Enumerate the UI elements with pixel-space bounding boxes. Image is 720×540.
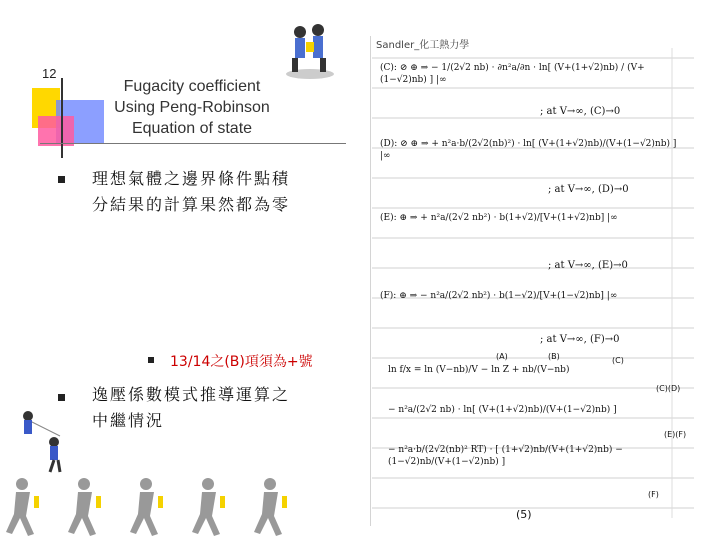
bullet-square-icon	[58, 394, 65, 401]
handwritten-row: − n²a·b/(2√2(nb)² RT) · [ (1+√2)nb/(V+(1+√2)nb) − (1−√2)nb/(V+(1−√2)nb) ]	[388, 445, 623, 467]
handwritten-row: − n²a/(2√2 nb) · ln[ (V+(1+√2)nb)/(V+(1−√2)nb) ]	[388, 405, 617, 415]
title-line-2: Using Peng-Robinson	[114, 99, 270, 116]
title-underline	[40, 143, 346, 144]
handwritten-row	[380, 138, 680, 162]
slide-title	[96, 76, 288, 139]
bullet-3-line-1: 逸壓係數模式推導運算之	[92, 385, 291, 404]
notebook-header: Sandler_化工熱力學	[376, 40, 470, 51]
margin-tag: (E)(F)	[664, 430, 687, 439]
handwritten-row: ; at V→∞, (D)→0	[548, 184, 629, 195]
handwritten-row: ; at V→∞, (E)→0	[548, 260, 628, 271]
runners-clipart	[0, 476, 310, 540]
margin-tag: (C)(D)	[656, 384, 681, 393]
handwritten-row	[380, 212, 680, 224]
row-label: (F):	[380, 291, 397, 301]
bullet-text-2: 13/14之(B)項須為+號	[170, 354, 313, 370]
bullet-1-line-2: 分結果的計算果然都為零	[92, 195, 291, 214]
handwritten-row	[380, 290, 680, 302]
margin-tag: (B)	[548, 352, 560, 361]
handwritten-row: ln f/x = ln (V−nb)/V − ln Z + nb/(V−nb)	[388, 365, 570, 375]
title-line-3: Equation of state	[131, 120, 253, 137]
row-label: (E):	[380, 213, 397, 223]
row-label: (C):	[380, 63, 397, 73]
margin-tag: (C)	[612, 356, 624, 365]
climbers-clipart	[14, 406, 70, 476]
handwritten-row	[380, 62, 680, 86]
decor-vertical-line	[61, 78, 63, 158]
margin-tag: (A)	[496, 352, 508, 361]
row-expr: ⊕ ⇒ + n²a/(2√2 nb²) · b(1+√2)/[V+(1+√2)nb] |∞	[399, 213, 618, 223]
row-expr: ⊘ ⊕ ⇒ + n²a·b/(2√2(nb)²) · ln[ (V+(1+√2)nb)/(V+(1−√2)nb) ] |∞	[380, 139, 677, 161]
page-mark: (5)	[516, 508, 532, 521]
handwritten-row: ; at V→∞, (C)→0	[540, 106, 621, 117]
row-label: (D):	[380, 139, 398, 149]
bullet-square-icon	[58, 176, 65, 183]
decor-pink-square	[38, 116, 74, 146]
title-line-1: Fugacity coefficient	[123, 78, 261, 95]
bullet-text-1	[92, 166, 290, 218]
row-expr: ⊘ ⊕ ⇒ − 1/(2√2 nb) · ∂n²a/∂n · ln[ (V+(1+√2)nb) / (V+(1−√2)nb) ] |∞	[380, 63, 645, 85]
bullet-1-line-1: 理想氣體之邊界條件點積	[92, 169, 291, 188]
bullet-text-3	[92, 382, 290, 434]
handwritten-row: ; at V→∞, (F)→0	[540, 334, 620, 345]
sub-bullet-square-icon	[148, 357, 154, 363]
margin-tag: (F)	[648, 490, 659, 499]
bullet-3-line-2: 中繼情況	[92, 411, 165, 430]
slide-number: 12	[42, 66, 57, 81]
row-expr: ⊕ ⇒ − n²a/(2√2 nb²) · b(1−√2)/[V+(1−√2)nb] |∞	[399, 291, 618, 301]
scholars-clipart	[280, 12, 340, 82]
